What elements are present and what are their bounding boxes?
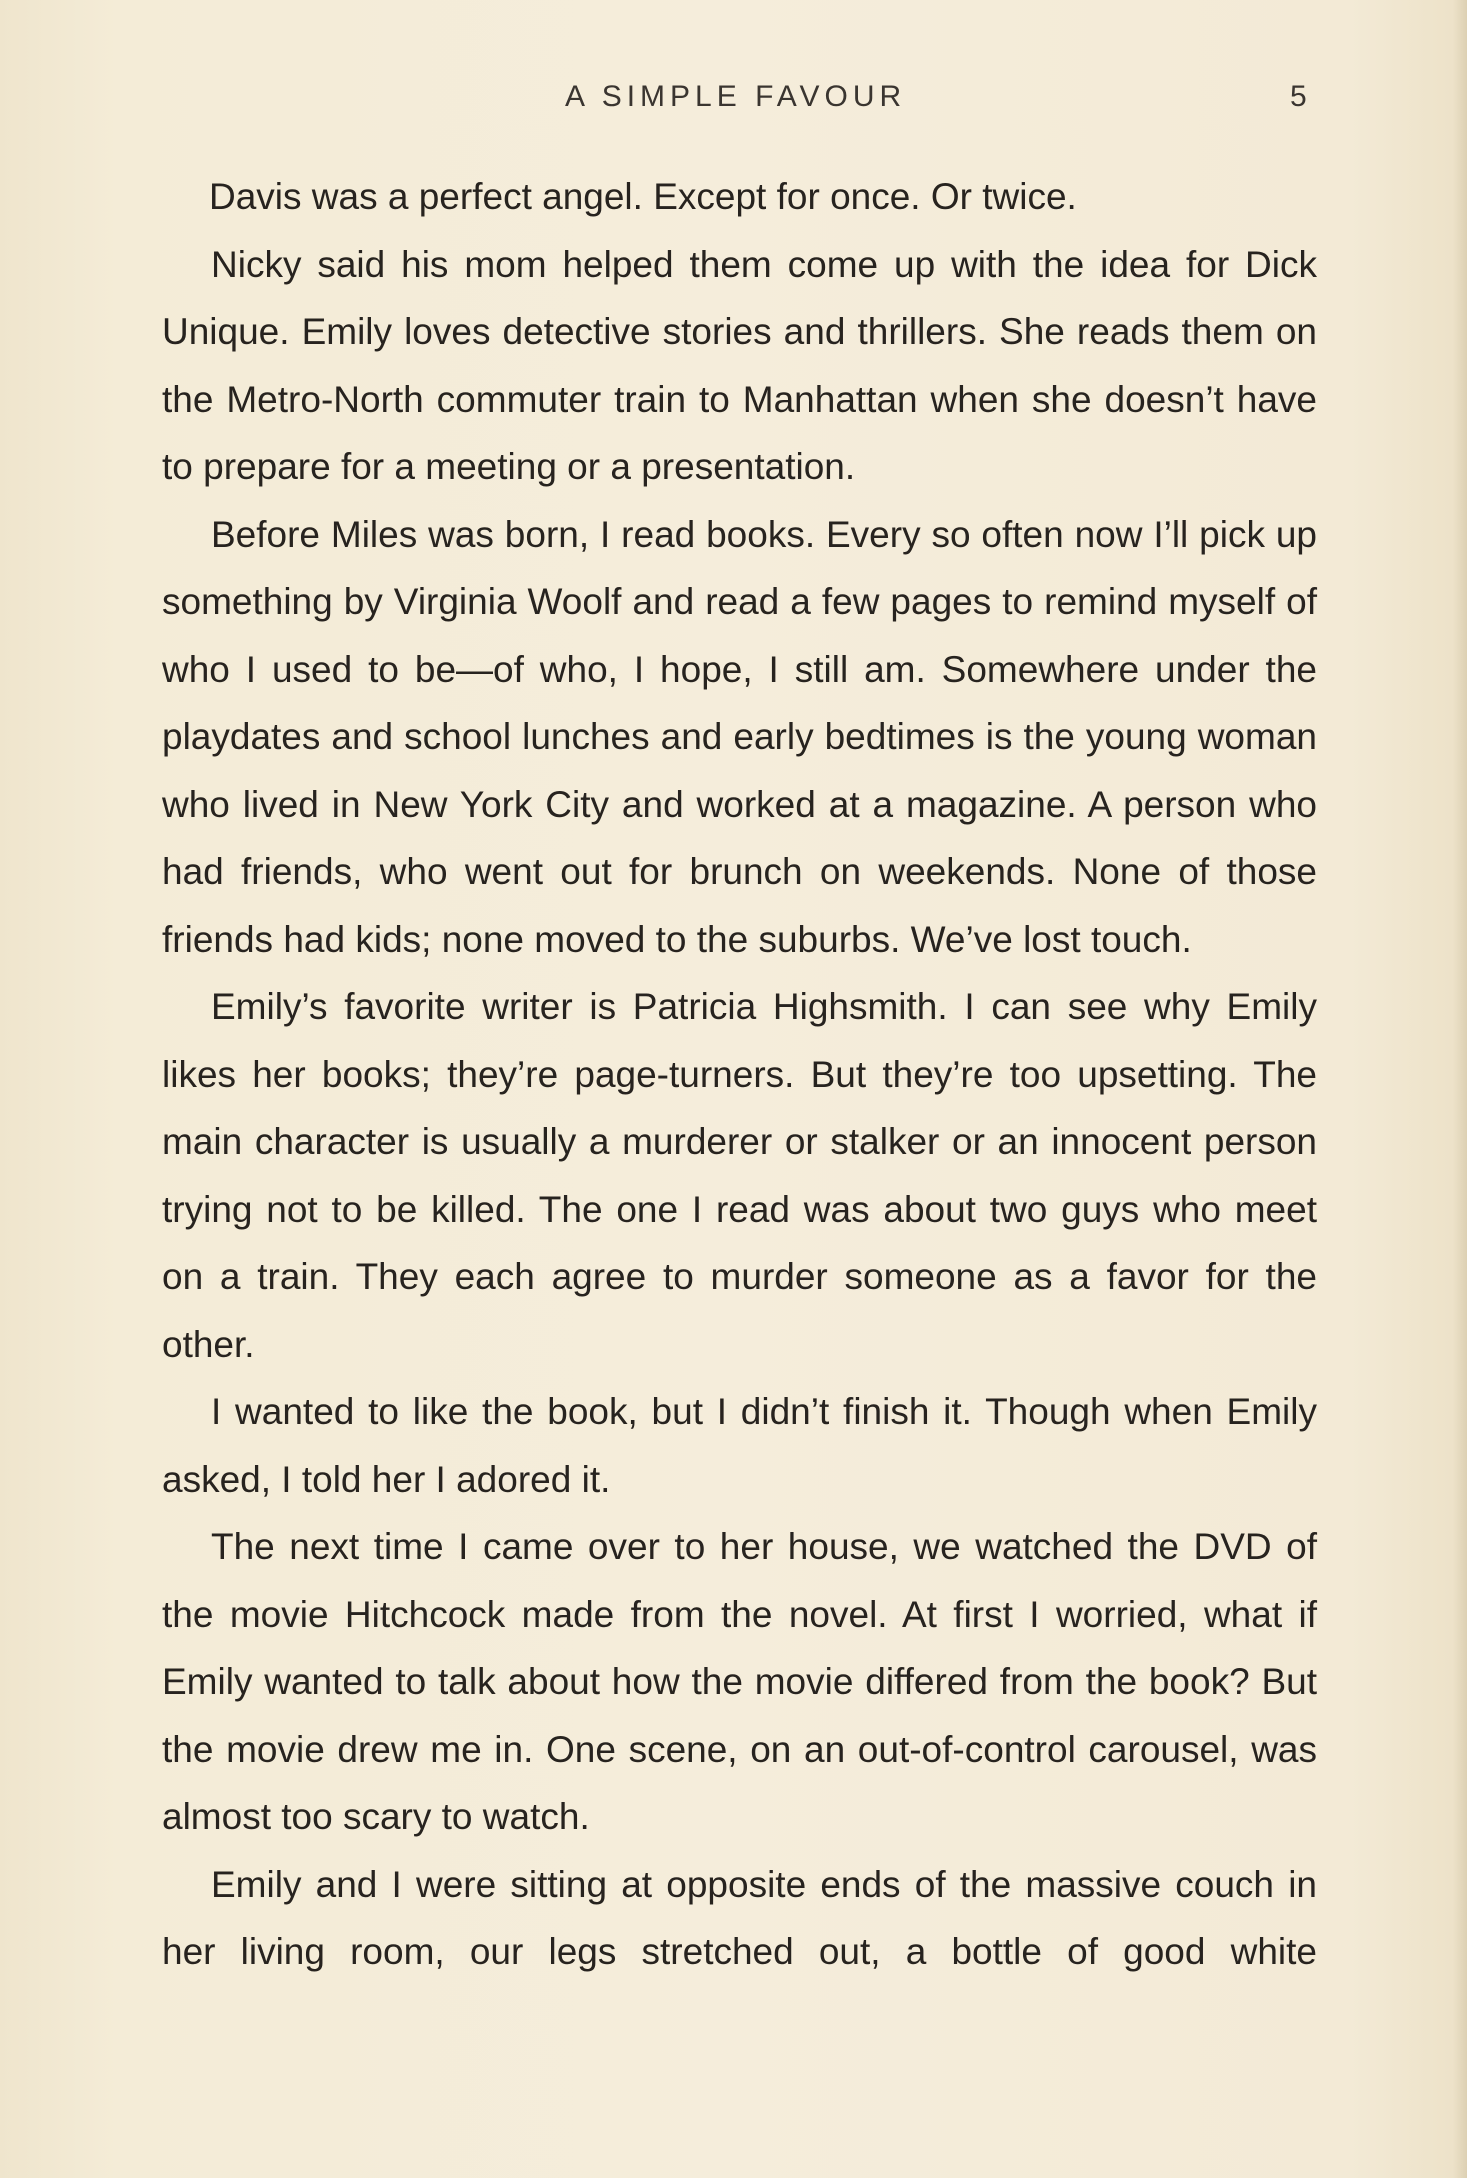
paragraph: Nicky said his mom helped them come up with the idea for Dick Unique. Emily loves detective stories and thrillers. She reads them on the Metro-North commuter train to Manhattan when she doesn’t have to prepare for a meeting or a presentation. xyxy=(162,243,1317,487)
running-head xyxy=(0,80,1467,120)
paragraph-last: Emily and I were sitting at opposite ends of the massive couch in her living room, our legs stretched out, a bottle of good white xyxy=(162,1863,1317,1972)
paragraph: I wanted to like the book, but I didn’t finish it. Though when Emily asked, I told her I adored it. xyxy=(162,1391,1317,1500)
paragraph: Davis was a perfect angel. Except for once. Or twice. xyxy=(209,176,1077,217)
paragraph: Emily’s favorite writer is Patricia Highsmith. I can see why Emily likes her books; they’re page-turners. But they’re too upsetting. The main character is usually a murderer or stalker or an innocent person trying not to be killed. The one I read was about two guys who meet on a train. They each agree to murder someone as a favor for the other. xyxy=(162,986,1317,1365)
page-number: 5 xyxy=(1290,80,1307,113)
page-edge-shadow xyxy=(1453,0,1467,2178)
running-title: A SIMPLE FAVOUR xyxy=(565,80,907,113)
paragraph: The next time I came over to her house, we watched the DVD of the movie Hitchcock made from the novel. At first I worried, what if Emily wanted to talk about how the movie differed from the book? But the movie drew me in. One scene, on an out-of-control carousel, was almost too scary to watch. xyxy=(162,1526,1317,1837)
paragraph: Before Miles was born, I read books. Every so often now I’ll pick up something by Virginia Woolf and read a few pages to remind myself of who I used to be—of who, I hope, I still am. Somewhere under the playdates and school lunches and early bedtimes is the young woman who lived in New York City and worked at a magazine. A person who had friends, who went out for brunch on weekends. None of those friends had kids; none moved to the suburbs. We’ve lost touch. xyxy=(162,513,1317,960)
body-text xyxy=(162,163,1317,1986)
